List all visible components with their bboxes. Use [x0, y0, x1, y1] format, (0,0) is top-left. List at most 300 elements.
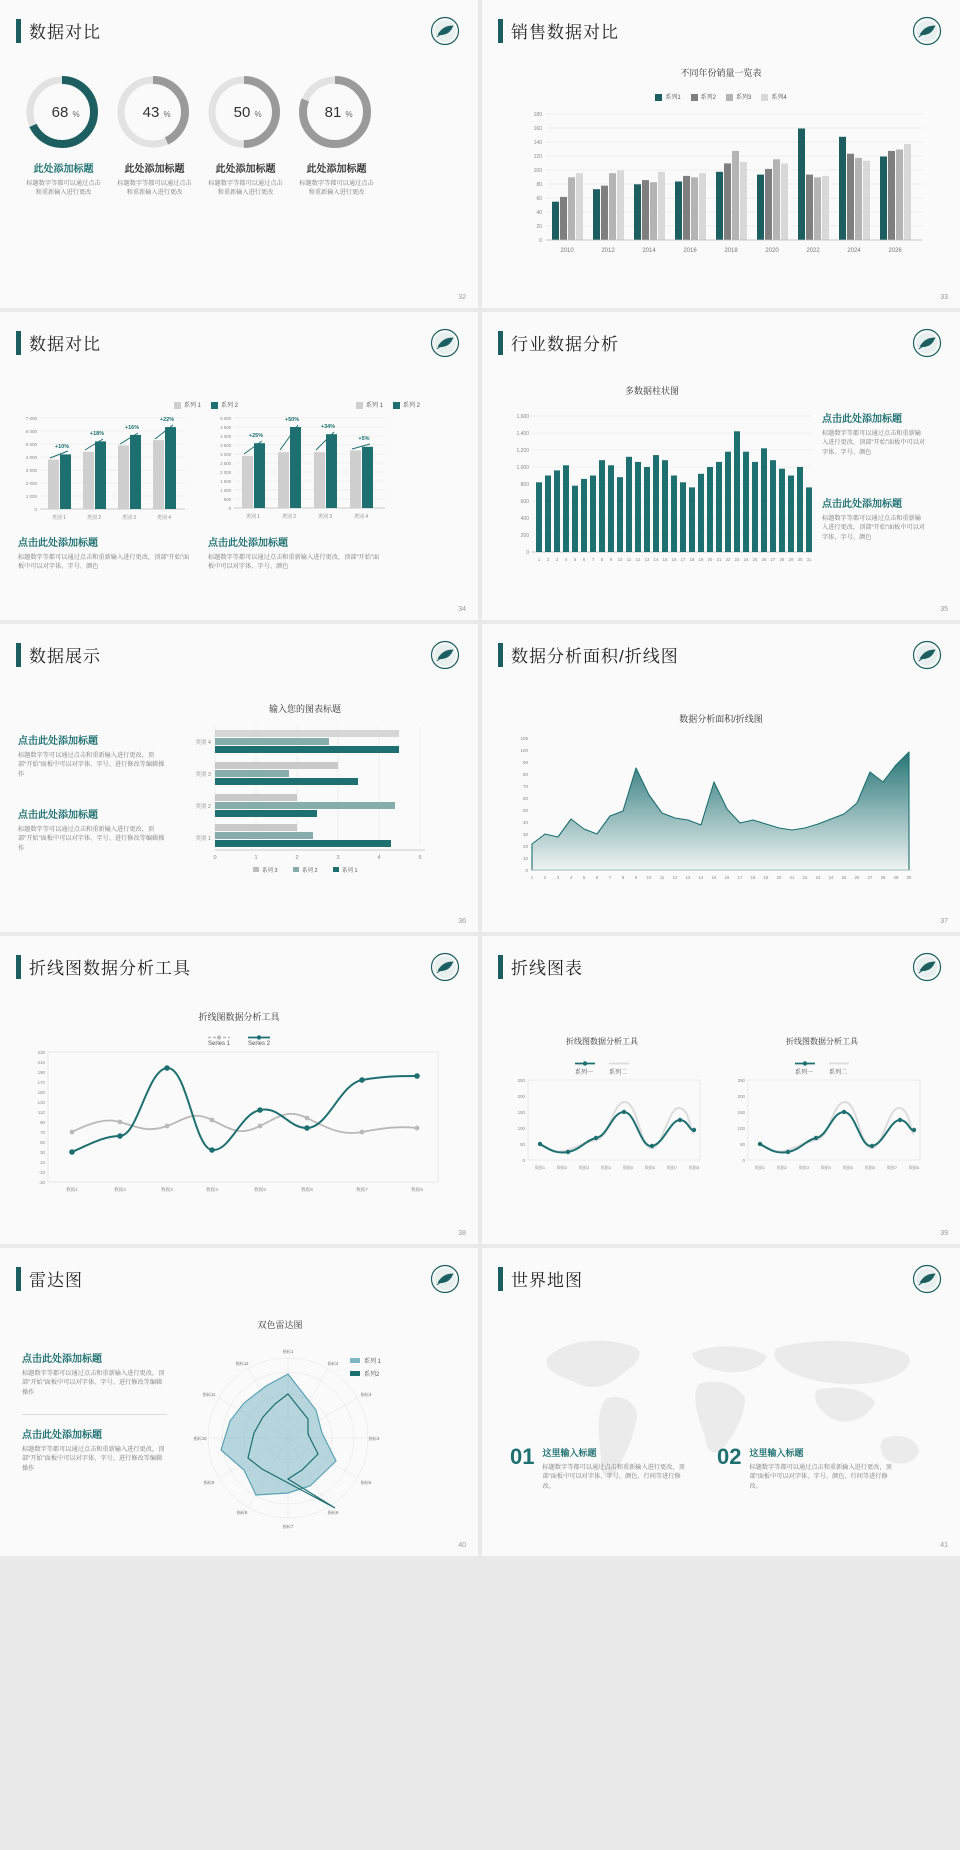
slide-world-map: [482, 1248, 960, 1556]
svg-text:190: 190: [37, 1070, 45, 1075]
item-desc: 标题数字等都可以通过点击和重新输入进行更改，顶部“面板中可以对字体、字号、颜色、行间等进行修改。: [749, 1464, 892, 1490]
svg-text:5: 5: [418, 855, 422, 861]
title-accent-bar: [498, 1267, 503, 1291]
svg-text:24: 24: [828, 875, 834, 880]
page-title: 折线图数据分析工具: [29, 959, 191, 978]
block-title: 点击此处添加标题: [22, 1430, 102, 1441]
svg-text:类别 1: 类别 1: [51, 515, 67, 521]
donut-title-2: 此处添加标题: [124, 164, 185, 175]
brand-logo-icon: [912, 16, 942, 46]
svg-text:+25%: +25%: [248, 433, 264, 439]
svg-text:类别 3: 类别 3: [317, 514, 333, 520]
slide-title: [498, 1266, 583, 1291]
donut-chart-1: [20, 70, 104, 154]
donut-card: [20, 70, 107, 198]
svg-text:7: 7: [591, 557, 595, 562]
info-item-1: [510, 1446, 690, 1491]
svg-text:6 000: 6 000: [25, 429, 37, 434]
legend-item: Series 1: [208, 1034, 230, 1047]
svg-text:2026: 2026: [888, 248, 902, 254]
svg-text:数据5: 数据5: [254, 1187, 266, 1192]
svg-text:20: 20: [522, 844, 528, 849]
svg-text:数据3: 数据3: [798, 1165, 810, 1170]
svg-text:150: 150: [37, 1090, 45, 1095]
chart-title: 不同年份销量一览表: [680, 68, 762, 78]
item-number: 01: [510, 1444, 535, 1469]
page-title: 数据分析面积/折线图: [511, 647, 679, 666]
svg-text:数据6: 数据6: [644, 1165, 656, 1170]
svg-text:250: 250: [737, 1078, 745, 1083]
svg-text:130: 130: [37, 1100, 45, 1105]
block-title: 点击此处添加标题: [822, 414, 902, 425]
slide-line-analysis-tool: [0, 936, 478, 1244]
svg-text:2014: 2014: [642, 248, 656, 254]
block-title: 点击此处添加标题: [208, 538, 288, 549]
legend-item: 系列 1: [356, 400, 383, 409]
svg-text:6: 6: [582, 557, 586, 562]
svg-text:指标4: 指标4: [368, 1436, 380, 1441]
page-number: 35: [940, 606, 948, 613]
svg-text:70: 70: [522, 784, 528, 789]
svg-text:1,000: 1,000: [516, 465, 529, 471]
page-title: 世界地图: [511, 1271, 583, 1290]
chart-title: 输入您的图表标题: [268, 704, 341, 714]
svg-text:数据6: 数据6: [301, 1187, 313, 1192]
slide-sales-comparison: [482, 0, 960, 308]
svg-text:+5%: +5%: [358, 436, 370, 442]
svg-text:400: 400: [520, 516, 529, 522]
svg-text:+10%: +10%: [54, 444, 70, 450]
svg-text:0: 0: [522, 1158, 525, 1163]
svg-text:80: 80: [522, 772, 528, 777]
svg-text:4 000: 4 000: [25, 455, 37, 460]
donut-desc-2: 标题数字等都可以通过点击和重新输入进行更改: [117, 180, 192, 197]
svg-text:指标6: 指标6: [327, 1510, 339, 1515]
page-title: 销售数据对比: [511, 23, 619, 42]
svg-text:20: 20: [776, 875, 782, 880]
chart-title: 折线图数据分析工具: [198, 1012, 280, 1022]
slide-data-comparison-donuts: [0, 0, 478, 308]
brand-logo-icon: [912, 640, 942, 670]
block-title: 点击此处添加标题: [18, 538, 98, 549]
svg-text:数据1: 数据1: [754, 1165, 766, 1170]
svg-text:类别 4: 类别 4: [195, 740, 211, 746]
slide-title: [16, 1266, 83, 1291]
brand-logo-icon: [430, 328, 460, 358]
svg-text:1,600: 1,600: [516, 414, 529, 420]
svg-text:29: 29: [788, 557, 794, 562]
svg-text:0: 0: [525, 868, 528, 873]
svg-text:0: 0: [34, 507, 37, 512]
donut-title-3: 此处添加标题: [215, 164, 276, 175]
svg-text:10: 10: [40, 1160, 45, 1165]
title-accent-bar: [498, 955, 503, 979]
page-number: 38: [458, 1230, 466, 1237]
svg-text:数据7: 数据7: [886, 1165, 898, 1170]
block-desc: 标题数字等都可以通过点击和重新输入进行更改，顶部“开始”面板中可以对字体、字号、颜色: [822, 515, 926, 541]
svg-text:+22%: +22%: [159, 417, 175, 423]
svg-text:数据1: 数据1: [534, 1165, 546, 1170]
svg-text:指标7: 指标7: [282, 1524, 294, 1529]
svg-text:80: 80: [536, 182, 542, 188]
svg-text:2022: 2022: [806, 248, 820, 254]
svg-text:4 500: 4 500: [220, 425, 231, 430]
svg-text:数据3: 数据3: [161, 1187, 173, 1192]
page-number: 39: [940, 1230, 948, 1237]
svg-text:23: 23: [815, 875, 821, 880]
svg-text:类别 4: 类别 4: [353, 514, 369, 520]
svg-text:10: 10: [646, 875, 652, 880]
svg-text:%: %: [72, 110, 80, 119]
legend-item: 系列 2: [393, 400, 420, 409]
svg-text:100: 100: [737, 1126, 745, 1131]
title-accent-bar: [16, 643, 21, 667]
slide-title: [498, 18, 619, 43]
chart-legend-left: [118, 400, 238, 409]
svg-text:19: 19: [698, 557, 704, 562]
svg-text:21: 21: [716, 557, 722, 562]
svg-text:1,400: 1,400: [516, 431, 529, 437]
svg-text:0: 0: [539, 238, 542, 244]
svg-text:30: 30: [522, 832, 528, 837]
legend-item: 系列 2: [211, 400, 238, 409]
svg-text:30: 30: [40, 1150, 45, 1155]
svg-text:14: 14: [698, 875, 704, 880]
area-chart: [504, 732, 934, 907]
block-desc: 标题数字等都可以通过点击和重新输入进行更改，顶部“开始”面板中可以对字体、字号、进行修改等编辑操作: [22, 1370, 165, 1396]
svg-text:16: 16: [671, 557, 677, 562]
line-chart: [12, 1048, 452, 1218]
svg-text:28: 28: [779, 557, 785, 562]
svg-text:2018: 2018: [724, 248, 738, 254]
svg-text:指标10: 指标10: [193, 1436, 207, 1441]
svg-text:600: 600: [520, 499, 529, 505]
brand-logo-icon: [430, 640, 460, 670]
page-title: 数据对比: [29, 23, 101, 42]
svg-text:19: 19: [763, 875, 769, 880]
svg-text:250: 250: [517, 1078, 525, 1083]
world-map-graphic: [487, 1298, 957, 1528]
svg-text:系列 3: 系列 3: [262, 868, 278, 874]
svg-text:50: 50: [522, 808, 528, 813]
svg-text:数据8: 数据8: [908, 1165, 920, 1170]
slide-radar-chart: [0, 1248, 478, 1556]
svg-text:+50%: +50%: [284, 417, 300, 423]
slide-data-comparison-bars: [0, 312, 478, 620]
svg-text:13: 13: [685, 875, 691, 880]
slide-area-line-chart: [482, 624, 960, 932]
slide-title: [498, 330, 619, 355]
legend-item: 系列二: [609, 1070, 628, 1076]
page-title: 行业数据分析: [511, 335, 619, 354]
svg-text:24: 24: [743, 557, 749, 562]
slide-title: [16, 642, 101, 667]
block-desc: 标题数字等可以通过点击和重新输入进行更改，顶部“开始”面板中可以对字体、字号、进行修改等编辑操作: [18, 826, 165, 852]
svg-text:类别 2: 类别 2: [281, 514, 297, 520]
donut-chart-2: [111, 70, 195, 154]
svg-text:21: 21: [789, 875, 795, 880]
donut-value-1: 68: [51, 104, 69, 121]
svg-text:指标3: 指标3: [360, 1392, 372, 1397]
svg-text:23: 23: [734, 557, 740, 562]
svg-text:数据8: 数据8: [688, 1165, 700, 1170]
chart-legend: [0, 1034, 478, 1047]
page-number: 32: [458, 294, 466, 301]
text-block-2: [208, 534, 380, 572]
block-desc: 标题数字等都可以通过点击和重新输入进行更改，顶部“开始”面板中可以对字体、字号、颜色: [822, 430, 926, 456]
svg-text:50: 50: [40, 1140, 45, 1145]
svg-text:90: 90: [40, 1120, 45, 1125]
svg-text:2 000: 2 000: [220, 470, 231, 475]
page-number: 34: [458, 606, 466, 613]
svg-text:1: 1: [537, 557, 541, 562]
svg-text:数据3: 数据3: [578, 1165, 590, 1170]
svg-text:110: 110: [38, 1110, 45, 1115]
donut-desc-3: 标题数字等都可以通过点击和重新输入进行更改: [208, 180, 283, 197]
svg-text:100: 100: [520, 748, 528, 753]
legend-item: 系列 1: [174, 400, 201, 409]
text-block-1: [822, 410, 927, 457]
svg-text:2: 2: [295, 855, 299, 861]
svg-text:90: 90: [522, 760, 528, 765]
svg-text:2 000: 2 000: [25, 481, 37, 486]
svg-text:5 000: 5 000: [25, 442, 37, 447]
svg-text:数据2: 数据2: [776, 1165, 788, 1170]
slide-industry-analysis: [482, 312, 960, 620]
svg-text:1 000: 1 000: [220, 488, 231, 493]
svg-text:160: 160: [533, 126, 542, 132]
svg-text:50: 50: [520, 1142, 525, 1147]
svg-text:%: %: [345, 110, 353, 119]
svg-text:17: 17: [737, 875, 743, 880]
svg-text:200: 200: [520, 533, 529, 539]
chart-legend-left: [502, 1060, 702, 1076]
svg-text:29: 29: [893, 875, 899, 880]
svg-text:100: 100: [517, 1126, 525, 1131]
svg-text:500: 500: [223, 497, 231, 502]
donut-card: [202, 70, 289, 198]
svg-text:类别 1: 类别 1: [245, 514, 261, 520]
svg-text:-30: -30: [38, 1180, 45, 1185]
svg-text:数据4: 数据4: [820, 1165, 832, 1170]
block-desc: 标题数字等可以通过点击和重新输入进行更改，顶部“开始”面板中可以对字体、字号、进行修改等编辑操作: [18, 752, 165, 778]
svg-text:数据4: 数据4: [600, 1165, 612, 1170]
brand-logo-icon: [912, 1264, 942, 1294]
page-number: 36: [458, 918, 466, 925]
svg-text:25: 25: [752, 557, 758, 562]
page-number: 33: [940, 294, 948, 301]
title-accent-bar: [16, 331, 21, 355]
svg-text:5: 5: [573, 557, 577, 562]
svg-text:22: 22: [725, 557, 731, 562]
svg-text:12: 12: [672, 875, 678, 880]
svg-text:16: 16: [724, 875, 730, 880]
svg-text:60: 60: [536, 196, 542, 202]
block-title: 点击此处添加标题: [22, 1354, 102, 1365]
svg-text:2: 2: [543, 875, 547, 880]
svg-text:9: 9: [609, 557, 613, 562]
svg-text:6: 6: [595, 875, 599, 880]
horizontal-bar-chart: [175, 720, 435, 890]
chart-legend: [482, 92, 960, 101]
svg-text:数据5: 数据5: [622, 1165, 634, 1170]
title-accent-bar: [498, 331, 503, 355]
svg-text:150: 150: [737, 1110, 745, 1115]
slide-line-charts-pair: [482, 936, 960, 1244]
chart-title: 多数据柱状图: [624, 386, 679, 396]
svg-text:18: 18: [750, 875, 756, 880]
svg-text:50: 50: [740, 1142, 745, 1147]
donut-desc-4: 标题数字等都可以通过点击和重新输入进行更改: [299, 180, 374, 197]
text-block-2: [22, 1426, 167, 1473]
item-desc: 标题数字等都可以通过点击和重新输入进行更改，顶部“面板中可以对字体、字号、颜色、行间等进行修改。: [542, 1464, 685, 1490]
svg-text:类别 3: 类别 3: [121, 515, 137, 521]
legend-item: 系列一: [795, 1060, 815, 1076]
svg-text:1,200: 1,200: [516, 448, 529, 454]
svg-text:20: 20: [707, 557, 713, 562]
svg-text:2020: 2020: [765, 248, 779, 254]
svg-text:140: 140: [533, 140, 542, 146]
svg-text:1 500: 1 500: [220, 479, 231, 484]
donut-value-4: 81: [324, 104, 342, 121]
svg-text:14: 14: [653, 557, 659, 562]
donut-value-2: 43: [142, 104, 160, 121]
title-accent-bar: [16, 955, 21, 979]
svg-text:25: 25: [841, 875, 847, 880]
svg-text:2012: 2012: [601, 248, 615, 254]
donut-desc-1: 标题数字等都可以通过点击和重新输入进行更改: [26, 180, 101, 197]
slide-data-display: [0, 624, 478, 932]
svg-text:0: 0: [213, 855, 217, 861]
title-accent-bar: [498, 643, 503, 667]
multi-bar-chart: [500, 408, 820, 588]
svg-text:18: 18: [689, 557, 695, 562]
svg-text:2 500: 2 500: [220, 461, 231, 466]
text-block-1: [18, 732, 166, 779]
donut-card: [293, 70, 380, 198]
svg-text:11: 11: [626, 557, 632, 562]
block-title: 点击此处添加标题: [822, 499, 902, 510]
legend-item: 系列一: [575, 1060, 595, 1076]
svg-text:26: 26: [761, 557, 767, 562]
svg-text:系列 2: 系列 2: [302, 868, 318, 874]
svg-text:指标12: 指标12: [235, 1361, 249, 1366]
brand-logo-icon: [430, 952, 460, 982]
donut-chart-3: [202, 70, 286, 154]
bar-chart-left: [10, 412, 190, 537]
svg-text:200: 200: [737, 1094, 745, 1099]
svg-text:100: 100: [533, 168, 542, 174]
svg-text:30: 30: [797, 557, 803, 562]
svg-text:40: 40: [522, 820, 528, 825]
svg-text:5: 5: [582, 875, 586, 880]
svg-text:27: 27: [770, 557, 776, 562]
svg-text:28: 28: [880, 875, 886, 880]
legend-item: 系列1: [655, 92, 680, 101]
svg-text:+16%: +16%: [124, 425, 140, 431]
legend-item: 系列 1: [350, 1356, 381, 1365]
svg-text:200: 200: [517, 1094, 525, 1099]
svg-text:3: 3: [555, 557, 559, 562]
text-block-2: [18, 806, 166, 853]
page-title: 折线图表: [511, 959, 583, 978]
svg-text:800: 800: [520, 482, 529, 488]
item-title: 这里输入标题: [749, 1448, 804, 1458]
svg-text:1: 1: [530, 875, 534, 880]
svg-text:40: 40: [536, 210, 542, 216]
svg-text:9: 9: [634, 875, 638, 880]
svg-text:20: 20: [536, 224, 542, 230]
grouped-bar-chart: [512, 104, 932, 274]
legend-item: 系列3: [726, 92, 751, 101]
radar-legend: [350, 1356, 381, 1378]
svg-text:150: 150: [517, 1110, 525, 1115]
svg-text:60: 60: [522, 796, 528, 801]
svg-text:数据4: 数据4: [206, 1187, 218, 1192]
svg-text:10: 10: [522, 856, 528, 861]
svg-text:0: 0: [526, 550, 529, 556]
svg-text:8: 8: [621, 875, 625, 880]
slide-title: [16, 954, 191, 979]
brand-logo-icon: [912, 952, 942, 982]
svg-text:类别 4: 类别 4: [156, 515, 172, 521]
svg-text:数据8: 数据8: [411, 1187, 423, 1192]
svg-text:数据5: 数据5: [842, 1165, 854, 1170]
svg-text:%: %: [254, 110, 262, 119]
svg-text:数据6: 数据6: [864, 1165, 876, 1170]
donut-chart-4: [293, 70, 377, 154]
svg-text:210: 210: [37, 1060, 45, 1065]
svg-text:30: 30: [906, 875, 912, 880]
legend-item: 系列4: [761, 92, 786, 101]
page-number: 37: [940, 918, 948, 925]
svg-text:类别 2: 类别 2: [195, 804, 211, 810]
svg-text:3 500: 3 500: [220, 443, 231, 448]
svg-text:3: 3: [556, 875, 560, 880]
legend-item: Series 2: [248, 1034, 270, 1047]
svg-text:11: 11: [659, 875, 665, 880]
svg-text:指标5: 指标5: [360, 1480, 372, 1485]
svg-text:120: 120: [533, 154, 542, 160]
chart-title-left: 折线图数据分析工具: [566, 1037, 638, 1046]
svg-text:4: 4: [564, 557, 568, 562]
svg-text:230: 230: [37, 1050, 45, 1055]
svg-text:70: 70: [40, 1130, 45, 1135]
svg-text:27: 27: [867, 875, 873, 880]
svg-text:13: 13: [644, 557, 650, 562]
svg-text:1: 1: [254, 855, 258, 861]
svg-text:指标9: 指标9: [203, 1480, 215, 1485]
svg-text:105: 105: [520, 736, 528, 741]
svg-text:数据1: 数据1: [66, 1187, 78, 1192]
svg-text:指标1: 指标1: [282, 1349, 294, 1354]
svg-text:3 000: 3 000: [25, 468, 37, 473]
svg-text:12: 12: [635, 557, 641, 562]
chart-legend-right: [300, 400, 420, 409]
donut-title-1: 此处添加标题: [33, 164, 94, 175]
line-chart-right: [720, 1076, 930, 1186]
slide-title: [498, 954, 583, 979]
legend-item: 系列二: [829, 1070, 848, 1076]
svg-text:10: 10: [617, 557, 623, 562]
title-accent-bar: [16, 1267, 21, 1291]
svg-text:%: %: [163, 110, 171, 119]
svg-text:类别 3: 类别 3: [195, 772, 211, 778]
svg-text:4: 4: [377, 855, 381, 861]
page-title: 数据展示: [29, 647, 101, 666]
svg-text:15: 15: [711, 875, 717, 880]
page-number: 40: [458, 1542, 466, 1549]
